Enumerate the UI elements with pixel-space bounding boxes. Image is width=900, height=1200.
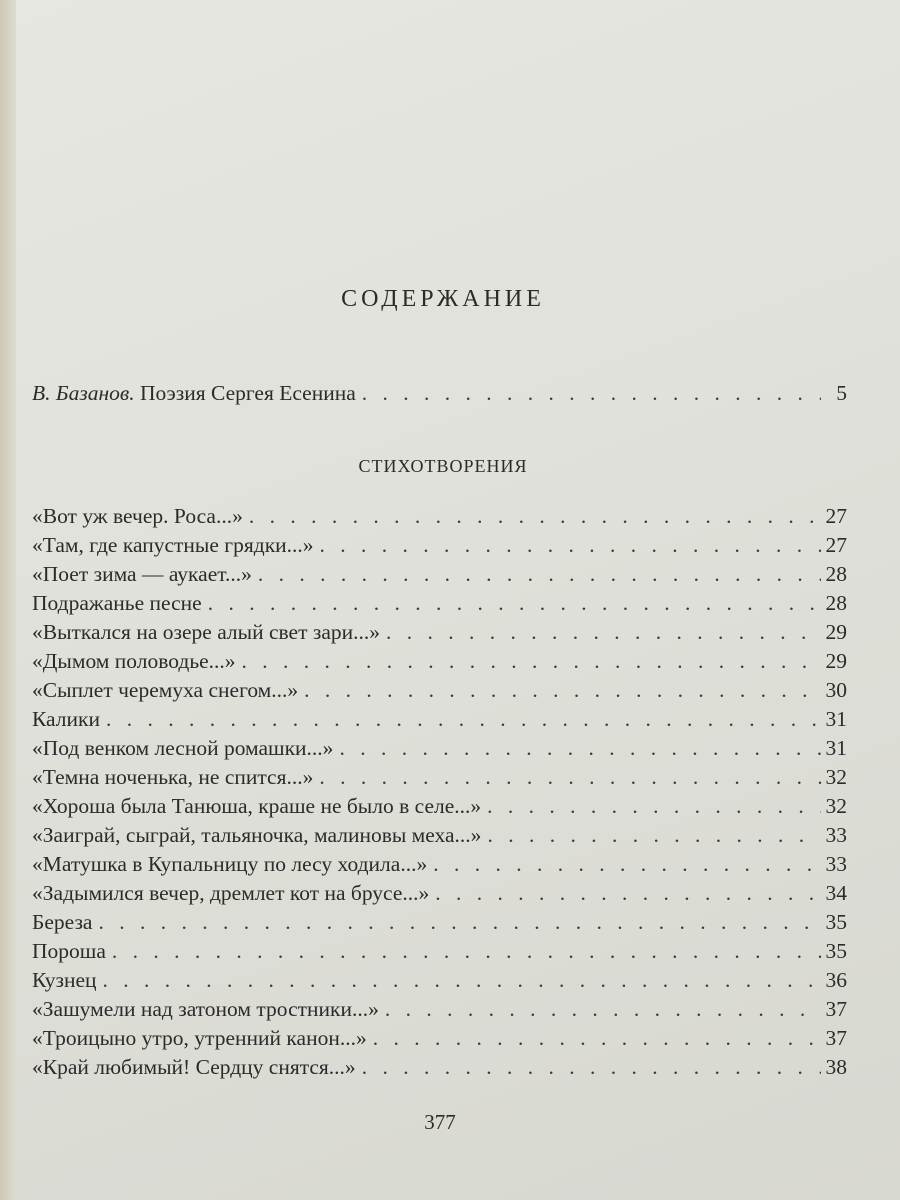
toc-entry-title: «Темна ноченька, не спится...» [32, 765, 314, 789]
toc-entry [32, 591, 847, 621]
toc-entry [32, 562, 847, 592]
toc-entry-page: 31 [825, 736, 847, 760]
page-gutter [0, 0, 16, 1200]
toc-entry-title: «Край любимый! Сердцу снятся...» [32, 1055, 356, 1079]
toc-entry [32, 997, 847, 1027]
section-heading: СТИХОТВОРЕНИЯ [358, 456, 528, 476]
toc-entry-title: «Зашумели над затоном тростники...» [32, 997, 379, 1021]
toc-entry-title: Подражанье песне [32, 591, 202, 615]
toc-entry [32, 504, 847, 534]
toc-entry [32, 852, 847, 882]
leader-dots [252, 562, 821, 587]
toc-entry [32, 794, 847, 824]
toc-entry-page: 28 [825, 562, 847, 586]
toc-entry-page: 38 [825, 1055, 847, 1079]
toc-entry [32, 736, 847, 766]
toc-entry [32, 881, 847, 911]
leader-dots [481, 794, 821, 819]
toc-entry-title: «Троицыно утро, утренний канон...» [32, 1026, 367, 1050]
toc-entry-title: «Сыплет черемуха снегом...» [32, 678, 299, 702]
toc-entry [32, 649, 847, 679]
leader-dots [314, 533, 821, 558]
toc-entry-page: 35 [825, 910, 847, 934]
toc-entry-page: 35 [825, 939, 847, 963]
leader-dots [380, 620, 821, 645]
leader-dots [243, 504, 821, 529]
toc-entry-title: «Хороша была Танюша, краше не было в селе...» [32, 794, 482, 818]
toc-entry-page: 27 [825, 504, 847, 528]
toc-entry-page: 32 [825, 794, 847, 818]
leader-dots [100, 707, 821, 732]
leader-dots [202, 591, 821, 616]
toc-entry-page: 36 [825, 968, 847, 992]
toc-entry-page: 27 [825, 533, 847, 557]
toc-entry-title: Калики [32, 707, 100, 731]
leader-dots [356, 381, 821, 406]
leader-dots [298, 678, 821, 703]
leader-dots [97, 968, 821, 993]
toc-entry-page: 29 [825, 649, 847, 673]
leader-dots [313, 765, 821, 790]
toc-entry-title: «Там, где капустные грядки...» [32, 533, 314, 557]
leader-dots [379, 997, 821, 1022]
toc-entry-title: «Дымом половодье...» [32, 649, 236, 673]
leader-dots [367, 1026, 821, 1051]
toc-entry-title: «Заиграй, сыграй, тальяночка, малиновы меха...» [32, 823, 482, 847]
toc-entry-page: 31 [825, 707, 847, 731]
toc-entry [32, 939, 847, 969]
intro-title: Поэзия Сергея Есенина [139, 381, 356, 405]
toc-entry-page: 30 [825, 678, 847, 702]
toc-entry-page: 32 [825, 765, 847, 789]
toc-entry [32, 968, 847, 998]
leader-dots [236, 649, 821, 674]
leader-dots [429, 881, 821, 906]
intro-author: В. Базанов. [32, 381, 135, 405]
leader-dots [333, 736, 821, 761]
toc-entry [32, 823, 847, 853]
toc-entry-title: «Поет зима — аукает...» [32, 562, 252, 586]
toc-entry-page: 33 [825, 852, 847, 876]
toc-entry-page: 28 [825, 591, 847, 615]
toc-entry-title: Пороша [32, 939, 106, 963]
toc-entry-page: 37 [825, 1026, 847, 1050]
toc-entry-title: «Матушка в Купальницу по лесу ходила...» [32, 852, 428, 876]
leader-dots [481, 823, 821, 848]
toc-entry-title: «Выткался на озере алый свет зари...» [32, 620, 381, 644]
leader-dots [92, 910, 821, 935]
toc-entry [32, 1026, 847, 1056]
toc-entry-page: 34 [825, 881, 847, 905]
toc-entry [32, 533, 847, 563]
intro-page-number: 5 [836, 381, 847, 405]
toc-entry-title: «Задымился вечер, дремлет кот на брусе...» [32, 881, 430, 905]
toc-entry [32, 620, 847, 650]
toc-entry [32, 678, 847, 708]
toc-entry-title: Кузнец [32, 968, 97, 992]
toc-entry [32, 910, 847, 940]
toc-entry-page: 37 [825, 997, 847, 1021]
leader-dots [106, 939, 821, 964]
toc-entry-page: 29 [825, 620, 847, 644]
toc-entry-title: Береза [32, 910, 93, 934]
toc-entry [32, 765, 847, 795]
toc-entry-title: «Под венком лесной ромашки...» [32, 736, 334, 760]
leader-dots [427, 852, 821, 877]
toc-entry [32, 707, 847, 737]
contents-heading: СОДЕРЖАНИЕ [341, 286, 545, 312]
toc-entry-title: «Вот уж вечер. Роса...» [32, 504, 243, 528]
toc-entry [32, 1055, 847, 1085]
leader-dots [356, 1055, 821, 1080]
intro-entry [32, 381, 847, 411]
toc-entry-page: 33 [825, 823, 847, 847]
page-number: 377 [424, 1110, 456, 1134]
